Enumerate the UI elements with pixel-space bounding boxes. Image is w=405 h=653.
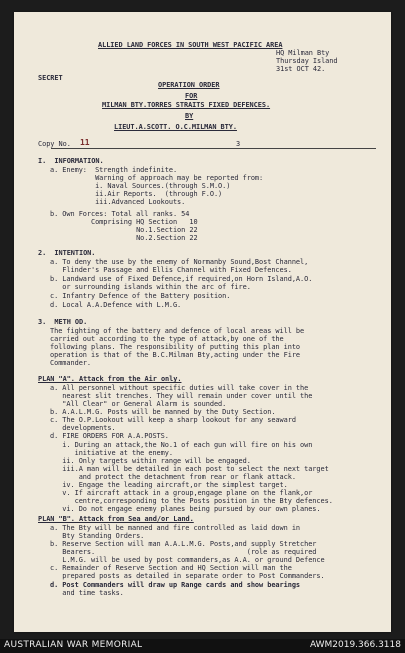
doc-line: Bearers. (role as required: [50, 548, 317, 556]
copy-label: Copy No.: [38, 140, 71, 148]
doc-line: i. Naval Sources.(through S.M.O.): [50, 182, 231, 190]
document-title: ALLIED LAND FORCES IN SOUTH WEST PACIFIC AREA: [98, 41, 283, 49]
doc-line: a. The Bty will be manned and fire controlled as laid down in: [50, 524, 301, 532]
doc-line: a. To deny the use by the enemy of Normanby Sound,Bost Channel,: [50, 258, 309, 266]
doc-line: carried out according to the type of attack,by one of the: [50, 335, 284, 343]
doc-line: developments.: [50, 424, 116, 432]
order-subject: MILMAN BTY.TORRES STRAITS FIXED DEFENCES.: [102, 101, 271, 109]
doc-line: c. Infantry Defence of the Battery position.: [50, 292, 231, 300]
doc-line: ii.Air Reports. (through F.O.): [50, 190, 223, 198]
doc-line: v. If aircraft attack in a group,engage plane on the flank,or: [50, 489, 313, 497]
doc-line: No.2.Section 22: [50, 234, 198, 242]
footer-source: AUSTRALIAN WAR MEMORIAL: [4, 640, 143, 650]
plan-a-title: PLAN "A". Attack from the Air only.: [38, 375, 182, 383]
place-name: Thursday Island: [276, 57, 338, 65]
doc-line: i. During an attack,the No.1 of each gun will fire on his own: [50, 441, 313, 449]
doc-line: c. Remainder of Reserve Section and HQ Section will man the: [50, 564, 292, 572]
unit-name: HQ Milman Bty: [276, 49, 330, 57]
doc-line: iii.A man will be detailed in each post to select the next target: [50, 465, 329, 473]
doc-line: iv. Engage the leading aircraft,or the simplest target.: [50, 481, 288, 489]
doc-line: L.M.G. will be used by post commanders,as A.A. or ground Defence: [50, 556, 325, 564]
section-method-title: 3. METH OD.: [38, 318, 88, 326]
doc-line: No.1.Section 22: [50, 226, 198, 234]
doc-line: iii.Advanced Lookouts.: [50, 198, 186, 206]
doc-line: c. The O.P.Lookout will keep a sharp lookout for any seaward: [50, 416, 296, 424]
doc-line: a. All personnel without specific duties will take cover in the: [50, 384, 309, 392]
doc-line: b. Reserve Section will man A.A.L.M.G. Posts,and supply Stretcher: [50, 540, 317, 548]
order-for: FOR: [185, 92, 198, 100]
copy-mark: 3: [236, 140, 241, 148]
doc-line: d. FIRE ORDERS FOR A.A.POSTS.: [50, 432, 169, 440]
doc-line: Flinder's Passage and Ellis Channel with Fixed Defences.: [50, 266, 292, 274]
doc-line: or surrounding islands within the arc of fire.: [50, 283, 251, 291]
footer-accession-number: AWM2019.366.3118: [309, 640, 401, 650]
doc-line: d. Local A.A.Defence with L.M.G.: [50, 301, 182, 309]
doc-line: b. A.A.L.M.G. Posts will be manned by the Duty Section.: [50, 408, 276, 416]
order-author: LIEUT.A.SCOTT. O.C.MILMAN BTY.: [114, 123, 237, 131]
doc-line: The fighting of the battery and defence of local areas will be: [50, 327, 305, 335]
doc-line: and protect the detachment from rear or flank attack.: [50, 473, 296, 481]
doc-line: vi. Do not engage enemy planes being pursued by our own planes.: [50, 505, 321, 513]
doc-line: ii. Only targets within range will be engaged.: [50, 457, 251, 465]
order-by: BY: [185, 112, 194, 120]
doc-line: a. Enemy: Strength indefinite.: [50, 166, 178, 174]
section-information-title: I. INFORMATION.: [38, 157, 104, 165]
copy-number: 11: [80, 138, 90, 147]
doc-line: b. Landward use of Fixed Defence,if required,on Horn Island,A.O.: [50, 275, 313, 283]
order-heading: OPERATION ORDER: [158, 81, 220, 89]
doc-line: Bty Standing Orders.: [50, 532, 145, 540]
doc-line: d. Post Commanders will draw up Range cards and show bearings: [50, 581, 301, 589]
doc-line: Comprising HQ Section 10: [50, 218, 198, 226]
doc-line: and time tasks.: [50, 589, 124, 597]
doc-line: operation is that of the B.C.Milman Bty,acting under the Fire: [50, 351, 301, 359]
doc-line: Warning of approach may be reported from:: [50, 174, 264, 182]
doc-line: b. Own Forces: Total all ranks. 54: [50, 210, 190, 218]
doc-line: prepared posts as detailed in separate order to Post Commanders.: [50, 572, 325, 580]
header-rule: [51, 148, 376, 149]
footer-bar: [0, 639, 405, 653]
doc-line: Commander.: [50, 359, 91, 367]
doc-line: initiative at the enemy.: [50, 449, 173, 457]
doc-line: "All Clear" or General Alarm is sounded.: [50, 400, 227, 408]
doc-line: centre,corresponding to the Posts position in the Bty defences.: [50, 497, 333, 505]
doc-line: following plans. The responsibility of putting this plan into: [50, 343, 301, 351]
plan-b-title: PLAN "B". Attack from Sea and/or Land.: [38, 515, 194, 523]
secret-marking: SECRET: [38, 74, 63, 82]
doc-line: nearest slit trenches. They will remain under cover until the: [50, 392, 313, 400]
document-page: [14, 12, 391, 632]
section-intention-title: 2. INTENTION.: [38, 249, 96, 257]
order-date: 31st OCT 42.: [276, 65, 326, 73]
